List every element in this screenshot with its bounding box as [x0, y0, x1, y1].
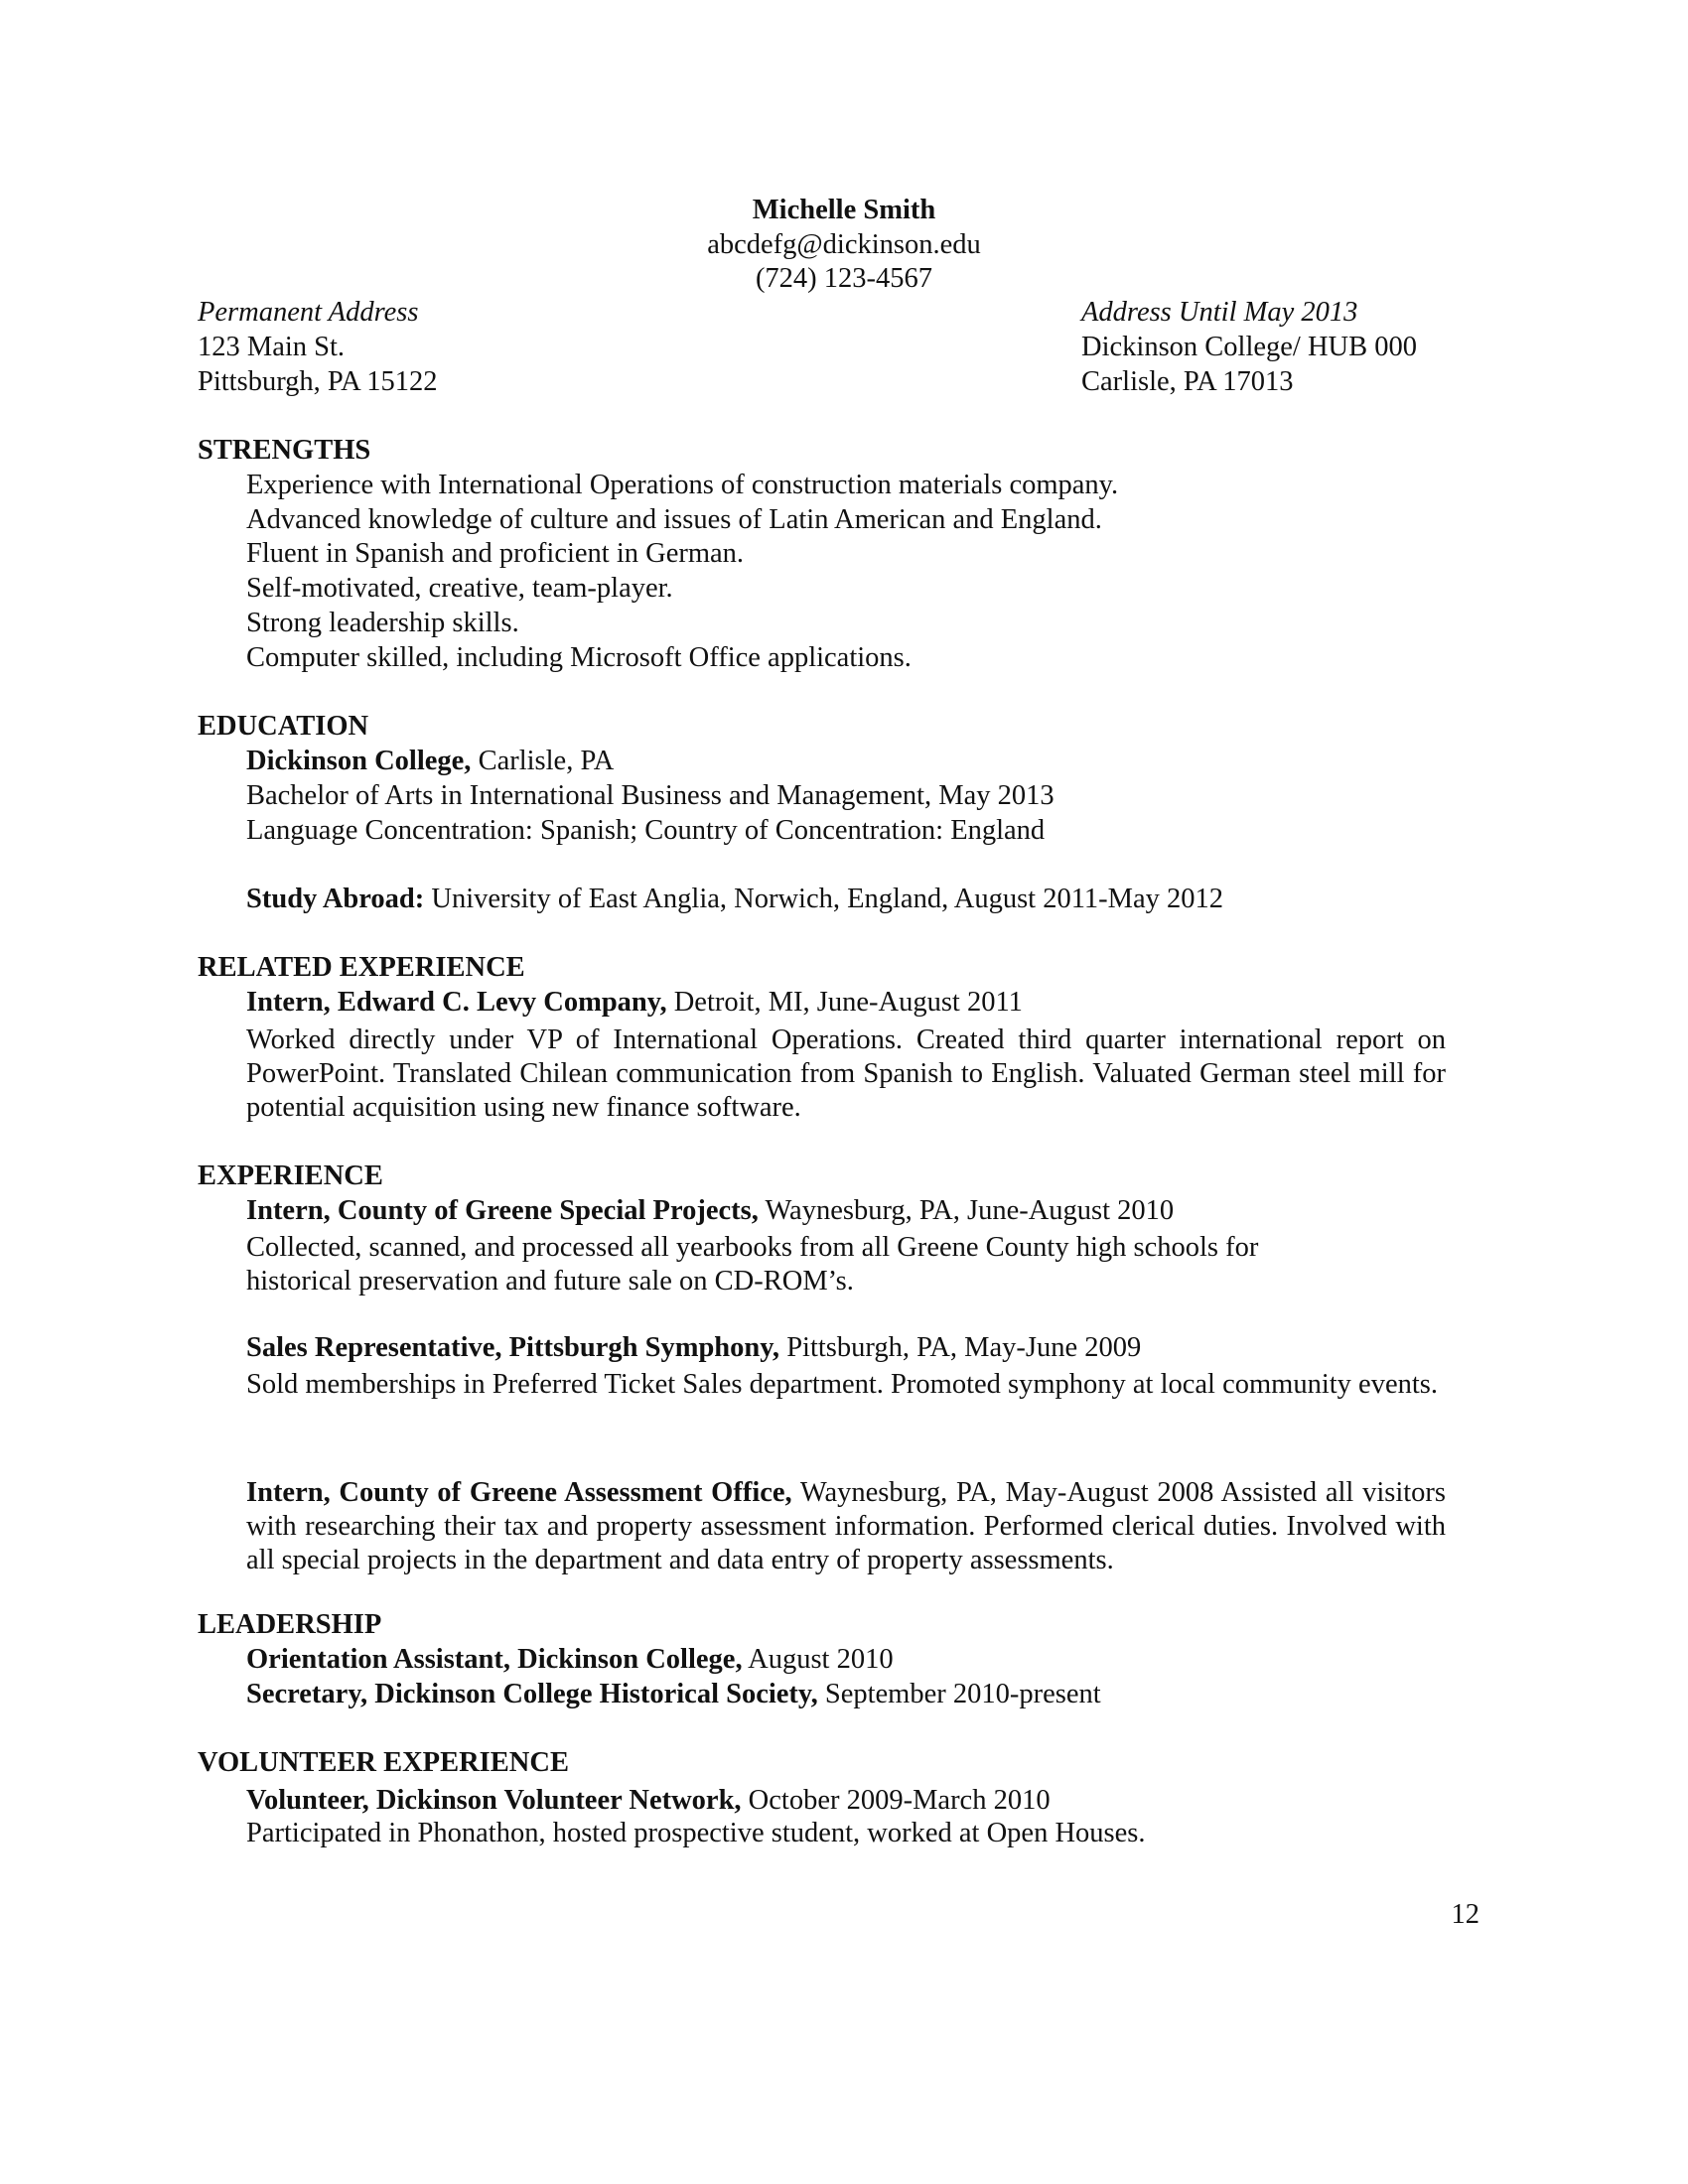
- section-heading-volunteer: VOLUNTEER EXPERIENCE: [198, 1747, 569, 1778]
- job-title: Intern, County of Greene Special Projects,: [246, 1195, 759, 1226]
- volunteer-role: Volunteer, Dickinson Volunteer Network,: [246, 1785, 742, 1816]
- job-description: Worked directly under VP of International Operations. Created third quarter international report on PowerPoint. Translated Chilean communication from Spanish to English. Valuated German steel mill for potential acquisition using new finance software.: [246, 1024, 1446, 1123]
- study-abroad: [246, 883, 1223, 916]
- school-name: Dickinson College,: [246, 746, 472, 776]
- job-description: Sold memberships in Preferred Ticket Sales department. Promoted symphony at local community events.: [246, 1369, 1438, 1400]
- section-heading-leadership: LEADERSHIP: [198, 1609, 382, 1640]
- volunteer-description: Participated in Phonathon, hosted prospective student, worked at Open Houses.: [246, 1818, 1146, 1848]
- leadership-date: September 2010-present: [817, 1679, 1101, 1709]
- current-address-label: Address Until May 2013: [1081, 297, 1358, 328]
- job-details: Waynesburg, PA, May-August 2008 Assisted all visitors with researching their tax and property assessment information. Performed clerical duties. Involved with all special projects in the department and data entry of property assessments.: [246, 1477, 1446, 1575]
- education-degree: Bachelor of Arts in International Business and Management, May 2013: [246, 780, 1055, 811]
- leadership-item: [246, 1643, 894, 1677]
- strength-item: Advanced knowledge of culture and issues of Latin American and England.: [246, 504, 1102, 535]
- education-school: [246, 745, 614, 778]
- study-abroad-label: Study Abroad:: [246, 884, 425, 914]
- job-entry: [246, 1476, 1446, 1577]
- section-heading-education: EDUCATION: [198, 711, 369, 742]
- strength-item: Computer skilled, including Microsoft Office applications.: [246, 642, 912, 673]
- current-address-line1: Dickinson College/ HUB 000: [1081, 332, 1418, 362]
- strength-item: Experience with International Operations of construction materials company.: [246, 470, 1119, 500]
- job-title-line: [246, 1194, 1174, 1228]
- strength-item: Self-motivated, creative, team-player.: [246, 573, 673, 604]
- job-title: Intern, Edward C. Levy Company,: [246, 987, 667, 1018]
- job-description: Collected, scanned, and processed all yearbooks from all Greene County high schools for historical preservation and future sale on CD-ROM’s.: [246, 1232, 1259, 1297]
- permanent-address-line2: Pittsburgh, PA 15122: [198, 366, 438, 397]
- section-heading-related-experience: RELATED EXPERIENCE: [198, 952, 525, 983]
- section-heading-experience: EXPERIENCE: [198, 1160, 383, 1191]
- current-address-line2: Carlisle, PA 17013: [1081, 366, 1294, 397]
- strength-item: Strong leadership skills.: [246, 608, 519, 638]
- volunteer-date: October 2009-March 2010: [741, 1785, 1051, 1816]
- applicant-name: Michelle Smith: [752, 195, 936, 225]
- volunteer-title-line: [246, 1784, 1051, 1818]
- leadership-role: Orientation Assistant, Dickinson College,: [246, 1644, 743, 1675]
- permanent-address-line1: 123 Main St.: [198, 332, 346, 362]
- job-title-line: [246, 1331, 1141, 1365]
- school-location: Carlisle, PA: [471, 746, 615, 776]
- email: abcdefg@dickinson.edu: [707, 229, 981, 260]
- job-title: Intern, County of Greene Assessment Office,: [246, 1477, 792, 1508]
- job-details: Pittsburgh, PA, May-June 2009: [779, 1332, 1142, 1363]
- education-concentration: Language Concentration: Spanish; Country of Concentration: England: [246, 815, 1046, 846]
- strength-item: Fluent in Spanish and proficient in German.: [246, 538, 745, 569]
- study-abroad-details: University of East Anglia, Norwich, England, August 2011-May 2012: [424, 884, 1224, 914]
- permanent-address-label: Permanent Address: [198, 297, 419, 328]
- section-heading-strengths: STRENGTHS: [198, 435, 371, 466]
- job-details: Waynesburg, PA, June-August 2010: [758, 1195, 1175, 1226]
- leadership-role: Secretary, Dickinson College Historical Society,: [246, 1679, 818, 1709]
- page-number: 12: [1451, 1899, 1479, 1930]
- job-title-line: [246, 986, 1023, 1020]
- leadership-date: August 2010: [742, 1644, 894, 1675]
- job-title: Sales Representative, Pittsburgh Symphony,: [246, 1332, 780, 1363]
- leadership-item: [246, 1678, 1101, 1711]
- phone: (724) 123-4567: [755, 263, 933, 294]
- job-details: Detroit, MI, June-August 2011: [666, 987, 1023, 1018]
